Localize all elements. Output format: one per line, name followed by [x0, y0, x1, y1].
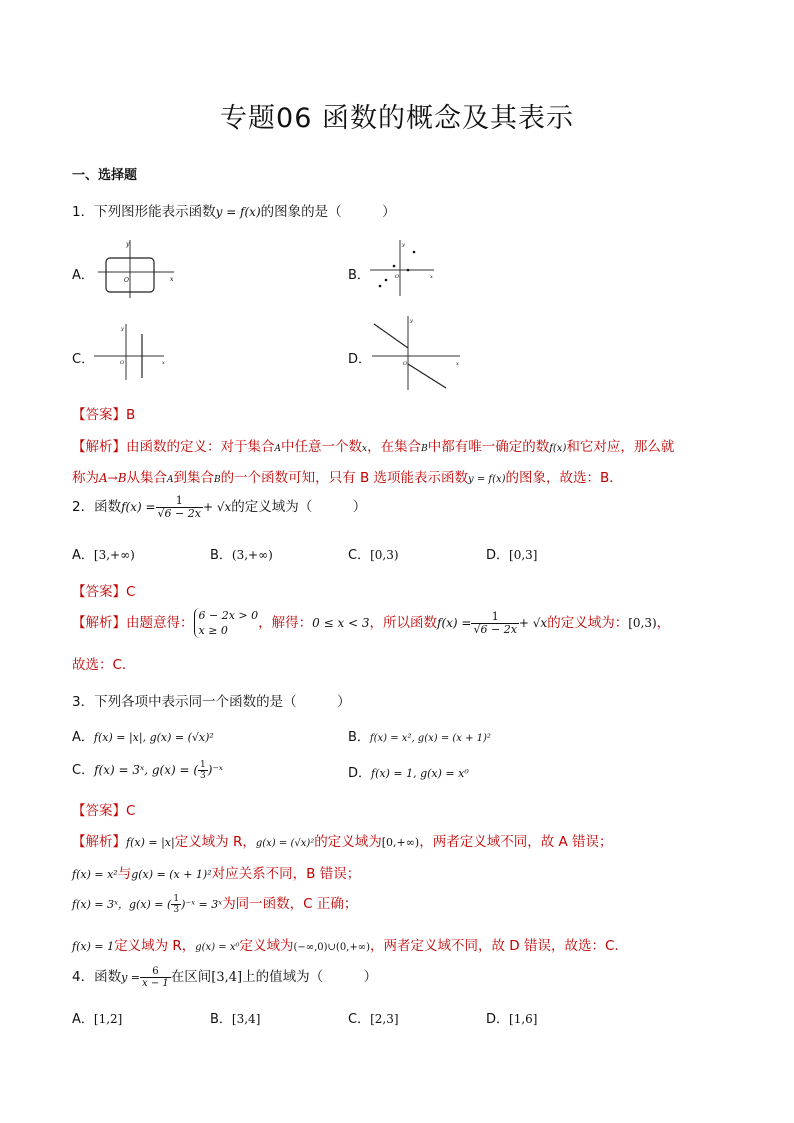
- answer-label: 【答案】: [72, 584, 126, 600]
- q3-option-c: [72, 758, 223, 783]
- analysis-text: 中任意一个数: [281, 439, 362, 455]
- q1-option-b-graph: [366, 236, 438, 298]
- analysis-text: ，在集合: [367, 439, 422, 455]
- q1-stem-math: y = f(x): [215, 205, 261, 219]
- frac-den: 3: [200, 771, 206, 781]
- q3-analysis-line-1: [72, 830, 613, 850]
- analysis-text: 的图象，故选：B．: [505, 470, 623, 486]
- analysis-text: 称为: [72, 470, 99, 486]
- frac-den: 3: [173, 904, 180, 915]
- option-label: C．: [348, 548, 371, 563]
- q4-option-c: [348, 1008, 399, 1027]
- analysis-text: 定义域为 R，: [174, 834, 256, 850]
- q2-system-brace: [194, 608, 259, 638]
- q2-system-line: x ≥ 0: [198, 624, 228, 637]
- q2-answer: [72, 580, 135, 600]
- answer-value: C: [126, 584, 136, 600]
- analysis-label: 【解析】: [72, 834, 126, 850]
- q4-option-b: [210, 1008, 260, 1027]
- option-label: A．: [72, 1012, 94, 1027]
- q1-stem-text: 1．下列图形能表示函数: [72, 204, 216, 220]
- q1-b-point: [385, 279, 388, 282]
- analysis-text: 与: [117, 866, 132, 882]
- analysis-math: y = f(x): [468, 474, 506, 485]
- q2-stem: [72, 492, 366, 522]
- q1-b-point: [393, 265, 396, 268]
- analysis-label: 【解析】: [72, 439, 126, 455]
- analysis-text: 的定义域为: [314, 834, 382, 850]
- q1-a-x-label: x: [170, 276, 174, 283]
- q4-y-eq: y =: [121, 971, 141, 984]
- q1-d-origin-label: O: [403, 361, 408, 367]
- q1-b-point: [407, 269, 410, 272]
- option-value: f(x) = |x|, g(x) = (√x)²: [93, 731, 214, 744]
- q4-frac-den: x − 1: [142, 977, 169, 989]
- analysis-math: f(x) = x²: [72, 868, 118, 881]
- answer-label: 【答案】: [72, 407, 126, 423]
- q1-d-line-upper: [374, 324, 408, 348]
- analysis-text: 的定义域为：: [547, 615, 629, 631]
- analysis-text: ，: [656, 615, 671, 631]
- analysis-math: [0,+∞): [381, 836, 420, 849]
- analysis-text: 由题意得：: [126, 615, 194, 631]
- q3-analysis-line-3: [72, 890, 357, 919]
- option-value: [3,4]: [231, 1012, 261, 1026]
- option-label: A．: [72, 730, 94, 745]
- analysis-math: f(x) = 1: [72, 940, 115, 953]
- q2-analysis-line-2: 故选：C.: [72, 657, 127, 673]
- analysis-text: ，两者定义域不同，故 A 错误；: [419, 834, 613, 850]
- analysis-text: 中都有唯一确定的数: [427, 439, 550, 455]
- q2-frac-den: √6 − 2x: [157, 506, 201, 520]
- analysis-math: A→B: [99, 471, 127, 485]
- section-heading: 一、选择题: [72, 168, 138, 183]
- q1-b-point: [379, 285, 382, 288]
- q1-d-line-lower: [408, 364, 446, 388]
- q1-stem: [72, 200, 396, 220]
- q1-option-b-label: B．: [348, 268, 370, 283]
- analysis-text: 从集合: [126, 470, 168, 486]
- option-label: B．: [210, 548, 232, 563]
- analysis-math: g(x) = (√x)²: [255, 838, 315, 849]
- answer-value: B: [126, 407, 136, 423]
- analysis-text: ，两者定义域不同，故 D 错误，: [369, 938, 565, 954]
- q1-option-d-graph: [366, 312, 466, 392]
- q2-option-d: [486, 544, 537, 563]
- q1-d-x-label: x: [456, 361, 459, 367]
- q1-b-x-label: x: [430, 274, 433, 280]
- analysis-text: 定义域为: [239, 938, 294, 954]
- q2-frac-num: 1: [156, 495, 203, 508]
- q2-stem-text: 2．函数: [72, 499, 122, 515]
- q2-option-c: [348, 544, 399, 563]
- frac-num: 1: [173, 893, 180, 904]
- q3-option-a: [72, 726, 214, 745]
- option-value: (3,+∞): [231, 548, 273, 562]
- q3-analysis-line-2: [72, 862, 360, 882]
- option-label: B．: [348, 730, 370, 745]
- q1-answer: [72, 403, 135, 423]
- option-label: C．: [72, 763, 95, 778]
- q2-fraction: [156, 495, 203, 520]
- analysis-text: 对应关系不同，B 错误；: [211, 866, 361, 882]
- q4-stem-tail: 上的值域为（ ）: [242, 969, 378, 985]
- q1-option-a-label: A．: [72, 268, 94, 283]
- analysis-math: f(x) =: [437, 616, 472, 630]
- q2-system-line: 6 − 2x > 0: [198, 609, 259, 622]
- q3-option-d: [348, 762, 469, 781]
- q2-analysis-fraction: [471, 611, 518, 636]
- analysis-text: 由函数的定义：对于集合: [126, 439, 275, 455]
- q1-option-a-graph: [90, 232, 185, 300]
- analysis-math: g(x) = (x + 1)²: [131, 868, 212, 881]
- option-value: f(x) = 3ˣ, g(x) = (: [94, 763, 199, 777]
- analysis-math: [0,3): [628, 616, 657, 630]
- q4-stem-text: 4．函数: [72, 969, 122, 985]
- option-value: [0,3]: [509, 548, 538, 562]
- option-value: [2,3]: [370, 1012, 399, 1026]
- analysis-math: f(x) = 3ˣ，: [72, 898, 129, 911]
- q1-option-c-graph: [90, 320, 170, 382]
- analysis-math: A: [274, 444, 281, 454]
- q2-frac-den: √6 − 2x: [473, 622, 517, 636]
- analysis-math: x: [362, 444, 368, 454]
- frac-num: 1: [200, 760, 206, 770]
- q2-stem-tail: 的定义域为（ ）: [231, 499, 367, 515]
- analysis-text: 的一个函数可知，只有 B 选项能表示函数: [220, 470, 469, 486]
- analysis-text: 到集合: [173, 470, 215, 486]
- analysis-math: g(x) = x⁰: [195, 942, 240, 953]
- option-label: D．: [348, 766, 372, 781]
- analysis-math: (−∞,0)∪(0,+∞): [293, 942, 370, 953]
- option-label: D．: [486, 548, 510, 563]
- analysis-text: ，所以函数: [369, 615, 438, 631]
- q4-option-d: [486, 1008, 537, 1027]
- q1-analysis-line-1: [72, 435, 674, 455]
- option-value: [0,3): [370, 548, 399, 562]
- q3-answer: [72, 799, 135, 819]
- option-label: A．: [72, 548, 94, 563]
- option-value: [1,6]: [509, 1012, 538, 1026]
- q3-option-c-fraction: [198, 760, 208, 781]
- q1-option-d-label: D．: [348, 352, 372, 367]
- q2-frac-num: 1: [471, 611, 518, 624]
- analysis-math: A: [167, 475, 174, 485]
- q4-frac-num: 6: [140, 966, 171, 978]
- q4-option-a: [72, 1008, 122, 1027]
- q2-analysis-line-1: [72, 605, 670, 641]
- analysis-label: 【解析】: [72, 615, 126, 631]
- q4-stem: [72, 962, 377, 993]
- option-value: f(x) = x², g(x) = (x + 1)²: [369, 733, 491, 744]
- option-value: [1,2]: [93, 1012, 123, 1026]
- analysis-text: 定义域为 R，: [114, 938, 196, 954]
- page-title: 专题06 函数的概念及其表示: [220, 103, 574, 134]
- q1-a-y-label: y: [126, 241, 130, 248]
- q2-option-a: [72, 544, 135, 563]
- option-value: )⁻ˣ: [207, 763, 224, 777]
- q3-analysis-line-4: [72, 934, 619, 954]
- q1-stem-tail: 的图象的是（ ）: [260, 204, 396, 220]
- q1-b-origin-label: O: [395, 274, 400, 280]
- analysis-math: f(x) = |x|: [126, 836, 175, 849]
- q1-c-origin-label: O: [120, 360, 125, 366]
- answer-label: 【答案】: [72, 803, 126, 819]
- analysis-math: g(x) = (: [128, 898, 172, 911]
- q1-a-origin-label: O: [124, 277, 129, 284]
- q1-b-point: [413, 251, 416, 254]
- analysis-math: )⁻ˣ = 3ˣ: [181, 898, 223, 911]
- q4-stem-text: 在区间: [170, 969, 212, 985]
- option-value: f(x) = 1, g(x) = x⁰: [371, 767, 469, 780]
- answer-value: C: [126, 803, 136, 819]
- q1-d-y-label: y: [410, 318, 413, 324]
- analysis-math: 0 ≤ x < 3: [312, 616, 370, 630]
- q3-stem: 3．下列各项中表示同一个函数的是（ ）: [72, 694, 351, 710]
- analysis-math: f(x): [549, 443, 567, 454]
- q1-c-y-label: y: [121, 326, 124, 332]
- option-label: D．: [486, 1012, 510, 1027]
- q1-analysis-line-2: [72, 466, 623, 486]
- analysis-text: 和它对应，那么就: [566, 439, 675, 455]
- q3-analysis-fraction: [171, 894, 181, 915]
- option-label: C．: [348, 1012, 371, 1027]
- q2-option-b: [210, 544, 273, 563]
- analysis-math: B: [214, 475, 221, 485]
- q4-fraction: [140, 966, 171, 989]
- analysis-text: 故选：C.: [564, 938, 619, 954]
- analysis-math: + √x: [518, 616, 548, 630]
- analysis-math: B: [421, 444, 428, 454]
- q4-interval: [3,4]: [211, 970, 243, 985]
- q2-sqrt-term: + √x: [202, 500, 232, 514]
- q2-fx: f(x) =: [121, 500, 156, 514]
- analysis-text: ，解得：: [258, 615, 313, 631]
- q3-option-b: [348, 726, 491, 745]
- option-label: B．: [210, 1012, 232, 1027]
- q1-c-x-label: x: [162, 360, 165, 366]
- option-value: [3,+∞): [93, 548, 135, 562]
- q1-option-c-label: C．: [72, 352, 95, 367]
- q1-b-y-label: y: [402, 242, 405, 248]
- analysis-text: 为同一函数，C 正确；: [222, 896, 358, 912]
